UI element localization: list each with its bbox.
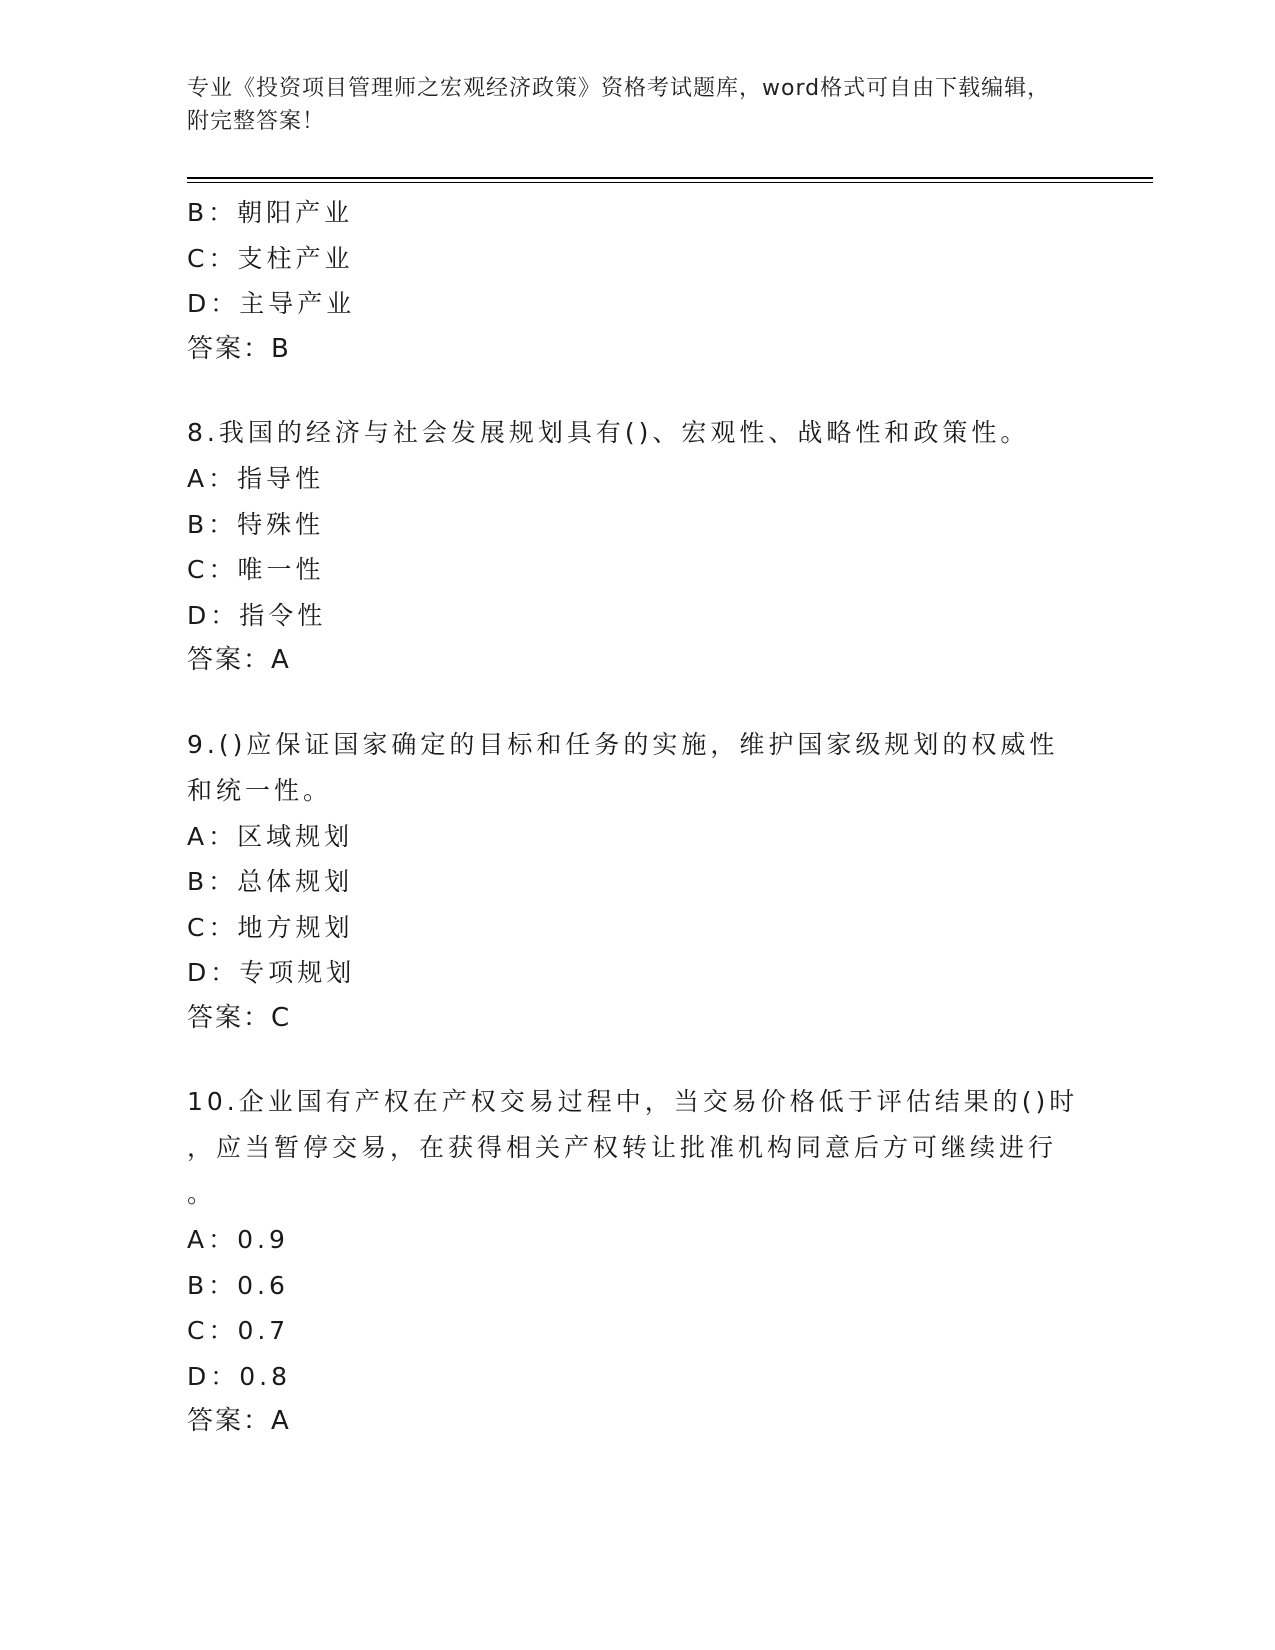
question-stem-line-3: 。 [187,1179,217,1208]
answer: 答案：A [187,1406,291,1436]
option-a: A：区域规划 [187,821,354,851]
question-stem-line-2: ，应当暂停交易，在获得相关产权转让批准机构同意后方可继续进行 [187,1133,1058,1162]
option-a: A：0.9 [187,1225,289,1254]
header-divider-thick [187,177,1153,179]
option-d: D：主导产业 [187,289,356,318]
document-header: 专业《投资项目管理师之宏观经济政策》资格考试题库，word格式可自由下载编辑，附完整答案！ [187,76,1051,134]
option-b: B：朝阳产业 [187,198,354,227]
question-stem-line-1: 10.企业国有产权在产权交易过程中，当交易价格低于评估结果的()时 [187,1087,1079,1116]
option-c: C：地方规划 [187,912,354,942]
option-b: B：0.6 [187,1270,289,1300]
question-list [187,190,1087,1445]
option-c: C：支柱产业 [187,243,354,273]
question-stem-line-1: 9.()应保证国家确定的目标和任务的实施，维护国家级规划的权威性 [187,729,1059,759]
answer: 答案：A [187,645,291,675]
option-b: B：特殊性 [187,509,325,539]
question-7-tail [187,190,1087,372]
option-a: A：指导性 [187,464,325,493]
option-c: C：唯一性 [187,555,325,584]
option-d: D：指令性 [187,600,327,630]
answer: 答案：C [187,1002,292,1033]
option-d: D：0.8 [187,1361,292,1391]
question-stem-line-2: 和统一性。 [187,775,333,805]
option-c: C：0.7 [187,1316,290,1345]
question-9 [187,722,1087,1042]
option-b: B：总体规划 [187,867,354,896]
question-10 [187,1079,1087,1445]
question-stem: 8.我国的经济与社会发展规划具有()、宏观性、战略性和政策性。 [187,418,1030,447]
question-8 [187,410,1087,684]
answer: 答案：B [187,333,291,364]
header-divider-thin [187,182,1153,183]
option-d: D：专项规划 [187,958,356,987]
